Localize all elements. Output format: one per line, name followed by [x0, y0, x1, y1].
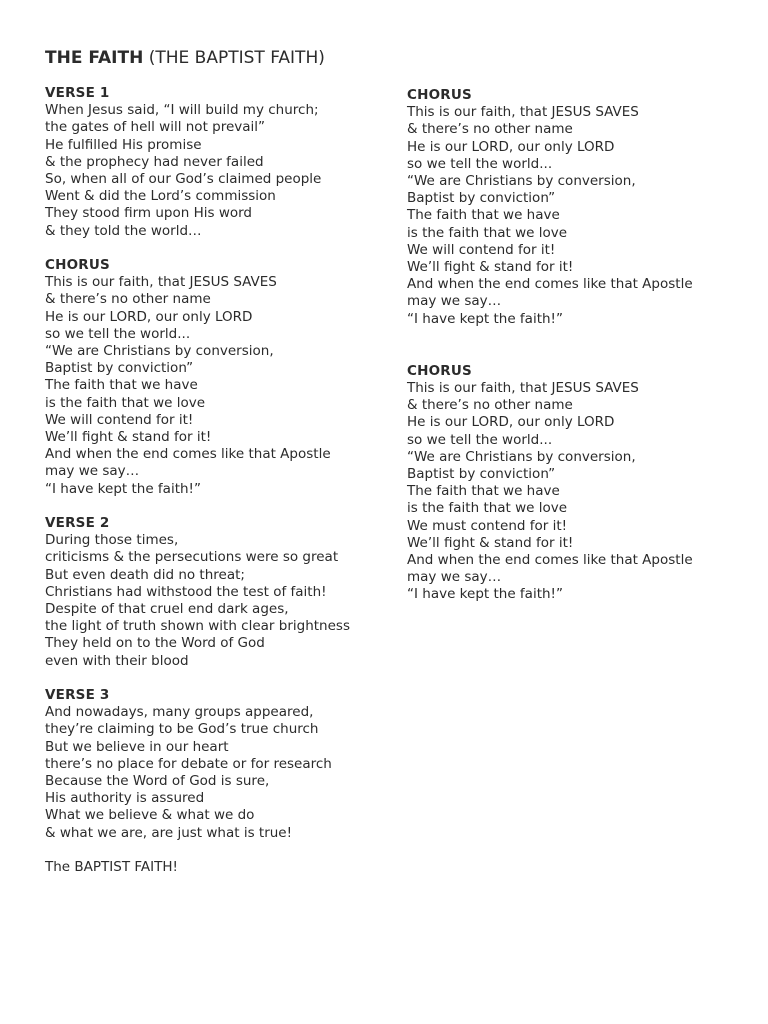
lyric-line: They held on to the Word of God	[45, 635, 265, 652]
lyric-line: is the faith that we love	[407, 500, 568, 517]
lyric-line: The faith that we have	[407, 207, 560, 224]
lyric-line: And when the end comes like that Apostle	[407, 276, 693, 293]
title-main: THE FAITH	[45, 48, 144, 68]
lyric-line: So, when all of our God’s claimed people	[45, 171, 322, 188]
lyric-line: & there’s no other name	[407, 397, 573, 414]
page-title	[45, 47, 325, 69]
lyric-line: & the prophecy had never failed	[45, 153, 264, 170]
lyric-line: Baptist by conviction”	[407, 190, 556, 207]
lyric-line: so we tell the world...	[407, 155, 553, 172]
lyric-line: We’ll fight & stand for it!	[407, 259, 574, 276]
title-subtitle: (THE BAPTIST FAITH)	[148, 48, 325, 68]
lyric-line: & what we are, are just what is true!	[45, 824, 293, 841]
lyric-line: “I have kept the faith!”	[407, 310, 563, 327]
lyric-line: “We are Christians by conversion,	[407, 173, 636, 190]
chorus-section	[45, 257, 405, 498]
section-heading: VERSE 3	[45, 687, 110, 704]
lyric-line: may we say…	[407, 293, 502, 310]
lyric-line: And nowadays, many groups appeared,	[45, 704, 314, 721]
lyric-line: Because the Word of God is sure,	[45, 773, 270, 790]
section-heading: VERSE 2	[45, 515, 110, 532]
lyric-line: The faith that we have	[407, 483, 560, 500]
lyric-line: “We are Christians by conversion,	[45, 343, 274, 360]
lyric-line: What we believe & what we do	[45, 807, 255, 824]
lyric-line: even with their blood	[45, 652, 189, 669]
lyric-line: “We are Christians by conversion,	[407, 448, 636, 465]
lyric-line: And when the end comes like that Apostle	[407, 552, 693, 569]
lyric-line: During those times,	[45, 532, 179, 549]
lyric-line: But we believe in our heart	[45, 738, 229, 755]
lyric-line: Despite of that cruel end dark ages,	[45, 601, 289, 618]
lyric-line: We will contend for it!	[45, 411, 194, 428]
lyric-line: “I have kept the faith!”	[45, 480, 201, 497]
section-heading: CHORUS	[45, 257, 110, 274]
lyric-line: so we tell the world...	[45, 325, 191, 342]
lyric-line: may we say…	[407, 569, 502, 586]
lyric-line: Baptist by conviction”	[407, 466, 556, 483]
lyric-line: And when the end comes like that Apostle	[45, 446, 331, 463]
lyric-line: there’s no place for debate or for research	[45, 755, 332, 772]
lyric-line: criticisms & the persecutions were so great	[45, 549, 339, 566]
lyric-line: He is our LORD, our only LORD	[407, 414, 615, 431]
lyric-line: We’ll fight & stand for it!	[407, 534, 574, 551]
lyric-line: Went & did the Lord’s commission	[45, 188, 276, 205]
lyric-line: But even death did no threat;	[45, 566, 245, 583]
verse-3-section	[45, 687, 405, 842]
lyric-line: They stood firm upon His word	[45, 205, 252, 222]
lyric-line: We must contend for it!	[407, 517, 568, 534]
lyric-line: We’ll fight & stand for it!	[45, 429, 212, 446]
lyric-line: Christians had withstood the test of faith!	[45, 583, 327, 600]
lyric-line: This is our faith, that JESUS SAVES	[45, 274, 277, 291]
lyric-line: they’re claiming to be God’s true church	[45, 721, 319, 738]
lyric-line: This is our faith, that JESUS SAVES	[407, 380, 639, 397]
lyric-line: is the faith that we love	[45, 394, 206, 411]
lyric-line: the gates of hell will not prevail”	[45, 119, 266, 136]
chorus-section	[407, 87, 767, 328]
lyric-line: the light of truth shown with clear brightness	[45, 618, 350, 635]
lyric-line: “I have kept the faith!”	[407, 586, 563, 603]
lyric-line: Baptist by conviction”	[45, 360, 194, 377]
lyric-line: This is our faith, that JESUS SAVES	[407, 104, 639, 121]
chorus-section	[407, 363, 767, 604]
left-column	[45, 85, 405, 876]
closing-line: The BAPTIST FAITH!	[45, 859, 178, 876]
lyric-line: We will contend for it!	[407, 241, 556, 258]
lyric-line: He fulfilled His promise	[45, 136, 202, 153]
lyric-line: & they told the world…	[45, 222, 202, 239]
section-heading: VERSE 1	[45, 85, 110, 101]
lyric-line: is the faith that we love	[407, 224, 568, 241]
section-heading: CHORUS	[407, 362, 472, 379]
section-heading: CHORUS	[407, 87, 472, 103]
lyric-line: so we tell the world...	[407, 431, 553, 448]
lyric-line: His authority is assured	[45, 790, 205, 807]
lyric-line: & there’s no other name	[45, 291, 211, 308]
lyric-line: The faith that we have	[45, 377, 198, 394]
lyric-line: & there’s no other name	[407, 121, 573, 138]
lyric-line: He is our LORD, our only LORD	[407, 138, 615, 155]
right-column	[407, 87, 767, 621]
lyric-line: may we say…	[45, 463, 140, 480]
lyric-line: When Jesus said, “I will build my church;	[45, 102, 319, 119]
lyric-line: He is our LORD, our only LORD	[45, 308, 253, 325]
verse-2-section	[45, 515, 405, 670]
verse-1-section	[45, 85, 405, 240]
